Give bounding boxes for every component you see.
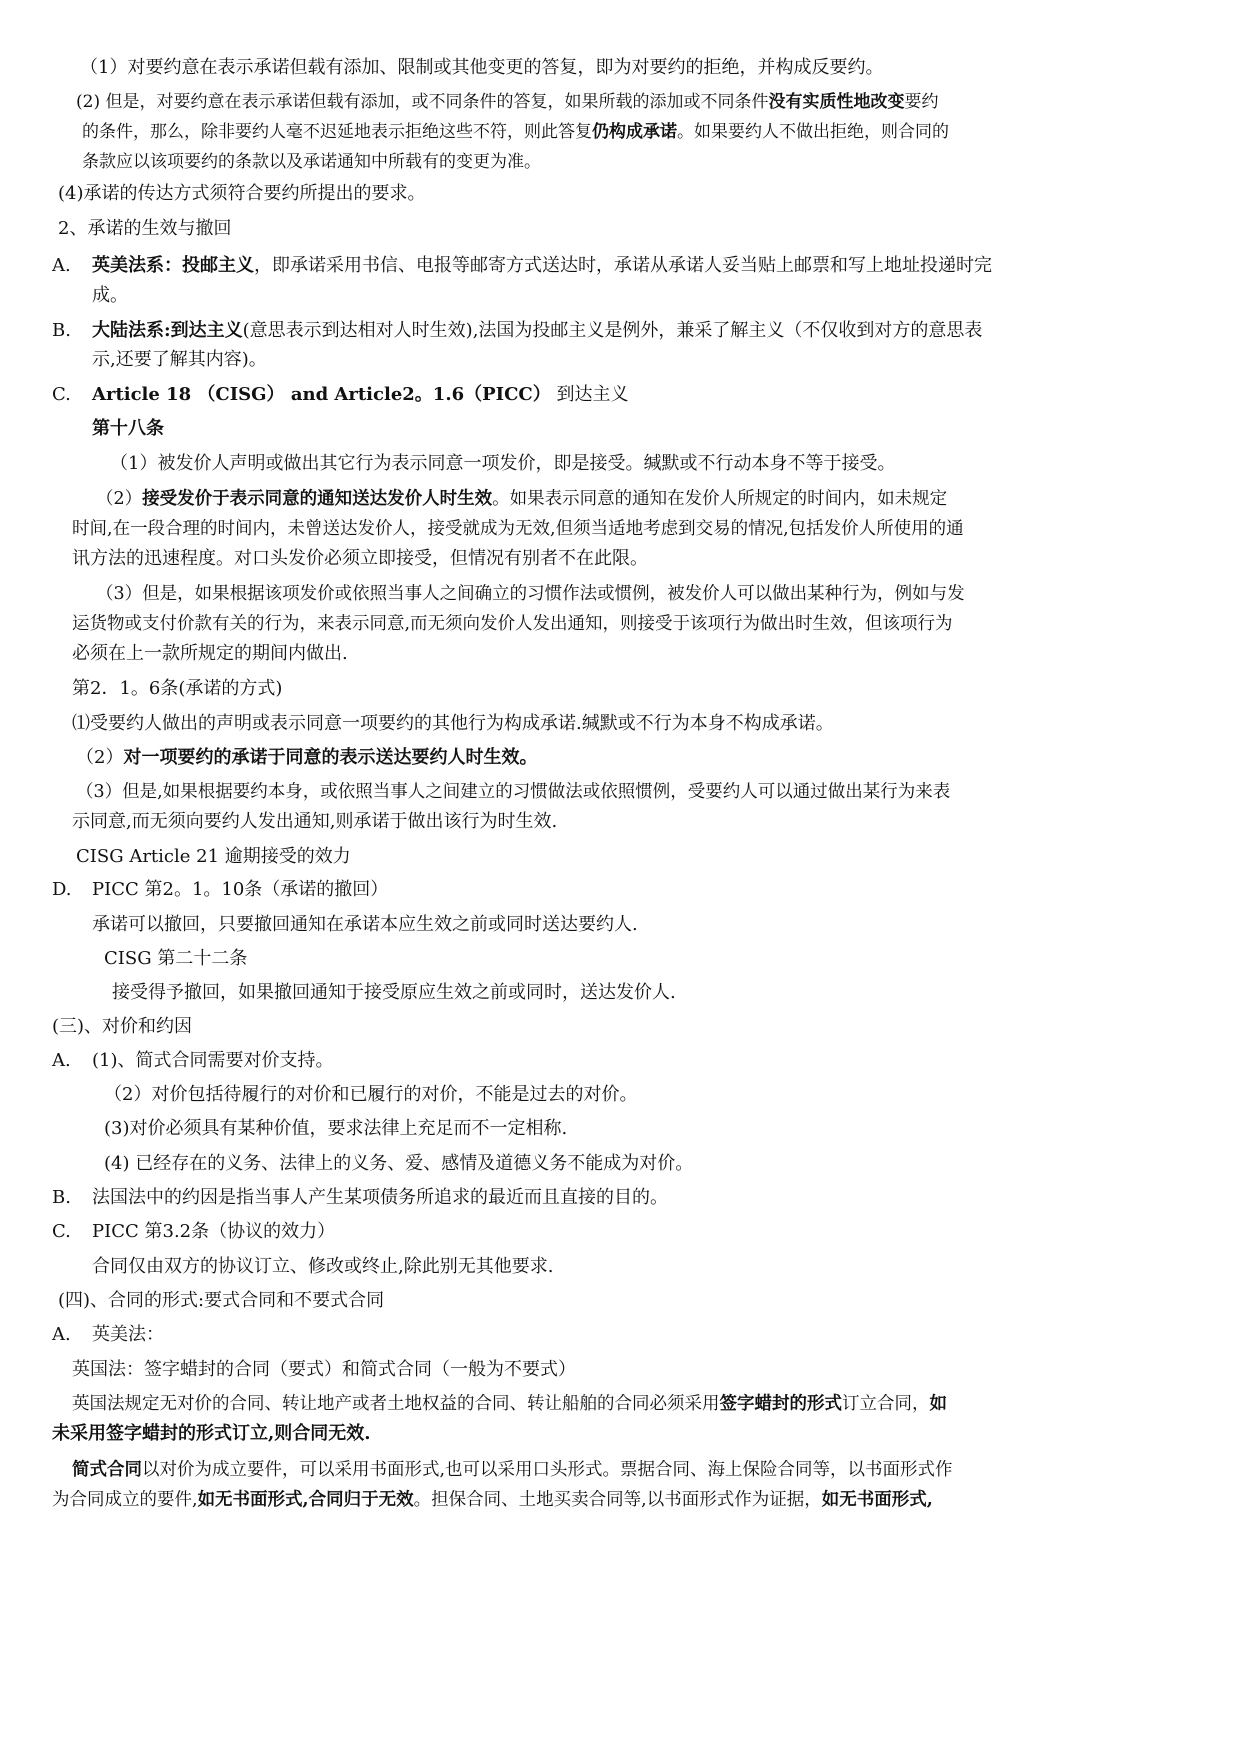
list-item xyxy=(52,1324,1232,1346)
list-marker: C. xyxy=(52,1221,71,1242)
section-heading xyxy=(52,1016,1232,1038)
line-text: （1）被发价人声明或做出其它行为表示同意一项发价，即是接受。缄默或不行动本身不等于接受。 xyxy=(110,453,896,474)
line-text: (1)、简式合同需要对价支持。 xyxy=(92,1050,334,1071)
line-text: 要约 xyxy=(904,92,939,112)
line-text: 到达主义 xyxy=(550,384,629,405)
line-text: 为合同成立的要件, xyxy=(52,1490,198,1510)
line-text: 第2．1。6条(承诺的方式) xyxy=(72,678,283,699)
line-text: (意思表示到达相对人时生效),法国为投邮主义是例外，兼采了解主义（不仅收到对方的意思表 xyxy=(242,320,983,341)
section-heading xyxy=(58,218,1238,240)
list-marker: C. xyxy=(52,384,71,405)
list-item xyxy=(52,384,1232,406)
text-line xyxy=(72,548,1241,570)
line-text: 示同意,而无须向要约人发出通知,则承诺于做出该行为时生效. xyxy=(72,811,558,832)
line-text: 以对价为成立要件，可以采用书面形式,也可以采用口头形式。票据合同、海上保险合同等，以书面形式作 xyxy=(142,1460,953,1480)
text-line xyxy=(72,1359,1241,1381)
line-text: （1）对要约意在表示承诺但载有添加、限制或其他变更的答复，即为对要约的拒绝，并构成反要约。 xyxy=(80,57,884,78)
line-text: （2）对价包括待履行的对价和已履行的对价，不能是过去的对价。 xyxy=(104,1084,638,1105)
line-text: 。担保合同、土地买卖合同等,以书面形式作为证据， xyxy=(413,1490,822,1510)
bold-text: 第十八条 xyxy=(92,418,164,439)
line-text: 条款应以该项要约的条款以及承诺通知中所载有的变更为准。 xyxy=(82,152,541,172)
line-text: 的条件，那么，除非要约人毫不迟延地表示拒绝这些不符，则此答复 xyxy=(82,122,592,142)
line-text: 时间,在一段合理的时间内，未曾送达发价人，接受就成为无效,但须当适地考虑到交易的情况,包括发价人所使用的通 xyxy=(72,519,964,539)
text-line xyxy=(58,183,1238,205)
text-line xyxy=(52,1489,1232,1511)
text-line xyxy=(72,613,1241,635)
text-line xyxy=(72,643,1241,665)
line-text: 法国法中的约因是指当事人产生某项债务所追求的最近而且直接的目的。 xyxy=(92,1187,668,1208)
text-line xyxy=(72,811,1241,833)
line-text: 讯方法的迅速程度。对口头发价必须立即接受，但情况有别者不在此限。 xyxy=(72,548,648,569)
line-text: 接受得予撤回，如果撤回通知于接受原应生效之前或同时，送达发价人. xyxy=(112,982,676,1003)
list-marker: A. xyxy=(52,1050,71,1071)
section-heading xyxy=(58,1290,1238,1312)
bold-text: Article 18 （CISG） and Article2。1.6（PICC） xyxy=(92,384,551,405)
text-line xyxy=(92,285,1241,307)
article-heading xyxy=(92,418,1241,440)
line-text: 承诺可以撤回，只要撤回通知在承诺本应生效之前或同时送达要约人. xyxy=(92,914,638,935)
text-line xyxy=(104,1084,1241,1106)
list-marker: D. xyxy=(52,879,72,900)
line-text: (4)承诺的传达方式须符合要约所提出的要求。 xyxy=(58,183,426,204)
text-line xyxy=(96,583,1241,605)
line-text: （2） xyxy=(76,747,124,768)
bold-text: 简式合同 xyxy=(72,1460,142,1480)
list-item xyxy=(52,1221,1232,1243)
text-line xyxy=(110,453,1241,475)
line-text: 英国法：签字蜡封的合同（要式）和简式合同（一般为不要式） xyxy=(72,1359,576,1380)
list-marker: A. xyxy=(52,255,71,276)
bold-text: 如 xyxy=(929,1394,947,1414)
line-text: PICC 第3.2条（协议的效力） xyxy=(92,1221,336,1242)
article-heading xyxy=(76,846,1241,868)
text-line xyxy=(96,488,1241,510)
bold-text: 对一项要约的承诺于同意的表示送达要约人时生效。 xyxy=(123,747,538,768)
list-item xyxy=(52,1187,1232,1209)
line-text: 成。 xyxy=(92,285,128,306)
bold-text: 如无书面形式,合同归于无效 xyxy=(197,1490,414,1510)
text-line xyxy=(72,1459,1241,1481)
line-text: （2） xyxy=(96,489,143,509)
text-line xyxy=(72,518,1241,540)
line-text: ，即承诺采用书信、电报等邮寄方式送达时，承诺从承诺人妥当贴上邮票和写上地址投递时完 xyxy=(254,255,992,276)
list-marker: B. xyxy=(52,320,71,341)
line-text: 运货物或支付价款有关的行为，来表示同意,而无须向发价人发出通知，则接受于该项行为做出时生效，但该项行为 xyxy=(72,614,953,634)
line-text: 。如果要约人不做出拒绝，则合同的 xyxy=(677,122,949,142)
line-text: CISG Article 21 逾期接受的效力 xyxy=(76,846,351,867)
text-line xyxy=(72,713,1241,735)
text-line xyxy=(80,57,1241,79)
text-line xyxy=(92,1256,1241,1278)
line-text: 示,还要了解其内容)。 xyxy=(92,349,267,370)
text-line xyxy=(76,781,1241,803)
text-line xyxy=(92,914,1241,936)
line-text: (四)、合同的形式:要式合同和不要式合同 xyxy=(58,1290,385,1311)
bold-text: 仍构成承诺 xyxy=(592,122,677,142)
list-item xyxy=(52,255,1232,277)
line-text: ⑴受要约人做出的声明或表示同意一项要约的其他行为构成承诺.缄默或不行为本身不构成承诺。 xyxy=(72,713,834,734)
bold-text: 英美法系：投邮主义 xyxy=(92,255,254,276)
line-text: (三)、对价和约因 xyxy=(52,1016,193,1037)
bold-text: 如无书面形式, xyxy=(821,1490,933,1510)
text-line xyxy=(104,1153,1241,1175)
bold-text: 未采用签字蜡封的形式订立,则合同无效. xyxy=(52,1423,371,1444)
list-marker: B. xyxy=(52,1187,71,1208)
bold-text: 接受发价于表示同意的通知送达发价人时生效 xyxy=(142,489,493,509)
line-text: 订立合同， xyxy=(842,1394,930,1414)
text-line xyxy=(76,91,1241,113)
text-line xyxy=(82,121,1241,143)
line-text: 英美法： xyxy=(92,1324,164,1345)
line-text: （3）但是,如果根据要约本身，或依照当事人之间建立的习惯做法或依照惯例，受要约人可以通过做出某行为来表 xyxy=(76,782,951,802)
list-marker: A. xyxy=(52,1324,71,1345)
line-text: PICC 第2。1。10条（承诺的撤回） xyxy=(92,879,389,900)
bold-text: 没有实质性地改变 xyxy=(768,92,905,112)
text-line xyxy=(92,349,1241,371)
list-item xyxy=(52,879,1232,901)
text-line xyxy=(82,151,1241,173)
line-text: （3）但是，如果根据该项发价或依照当事人之间确立的习惯作法或惯例，被发价人可以做出某种行为，例如与发 xyxy=(96,584,965,604)
line-text: 合同仅由双方的协议订立、修改或终止,除此别无其他要求. xyxy=(92,1256,554,1277)
text-line xyxy=(72,1393,1241,1415)
list-item xyxy=(52,1050,1232,1072)
line-text: 必须在上一款所规定的期间内做出. xyxy=(72,643,348,664)
bold-text: 签字蜡封的形式 xyxy=(719,1394,842,1414)
article-heading xyxy=(72,678,1241,700)
text-line xyxy=(104,1118,1241,1140)
line-text: (3)对价必须具有某种价值，要求法律上充足而不一定相称. xyxy=(104,1118,568,1139)
line-text: (4) 已经存在的义务、法律上的义务、爱、感情及道德义务不能成为对价。 xyxy=(104,1153,694,1174)
article-heading xyxy=(104,948,1241,970)
text-line xyxy=(52,1423,1232,1445)
text-line xyxy=(76,747,1241,769)
line-text: 英国法规定无对价的合同、转让地产或者土地权益的合同、转让船舶的合同必须采用 xyxy=(72,1394,720,1414)
line-text: (2) 但是，对要约意在表示承诺但载有添加，或不同条件的答复，如果所载的添加或不同条件 xyxy=(76,92,769,112)
line-text: 。如果表示同意的通知在发价人所规定的时间内，如未规定 xyxy=(492,489,948,509)
bold-text: 大陆法系:到达主义 xyxy=(92,320,243,341)
line-text: 2、承诺的生效与撤回 xyxy=(58,218,232,239)
line-text: CISG 第二十二条 xyxy=(104,948,248,969)
list-item xyxy=(52,320,1232,342)
text-line xyxy=(112,982,1241,1004)
